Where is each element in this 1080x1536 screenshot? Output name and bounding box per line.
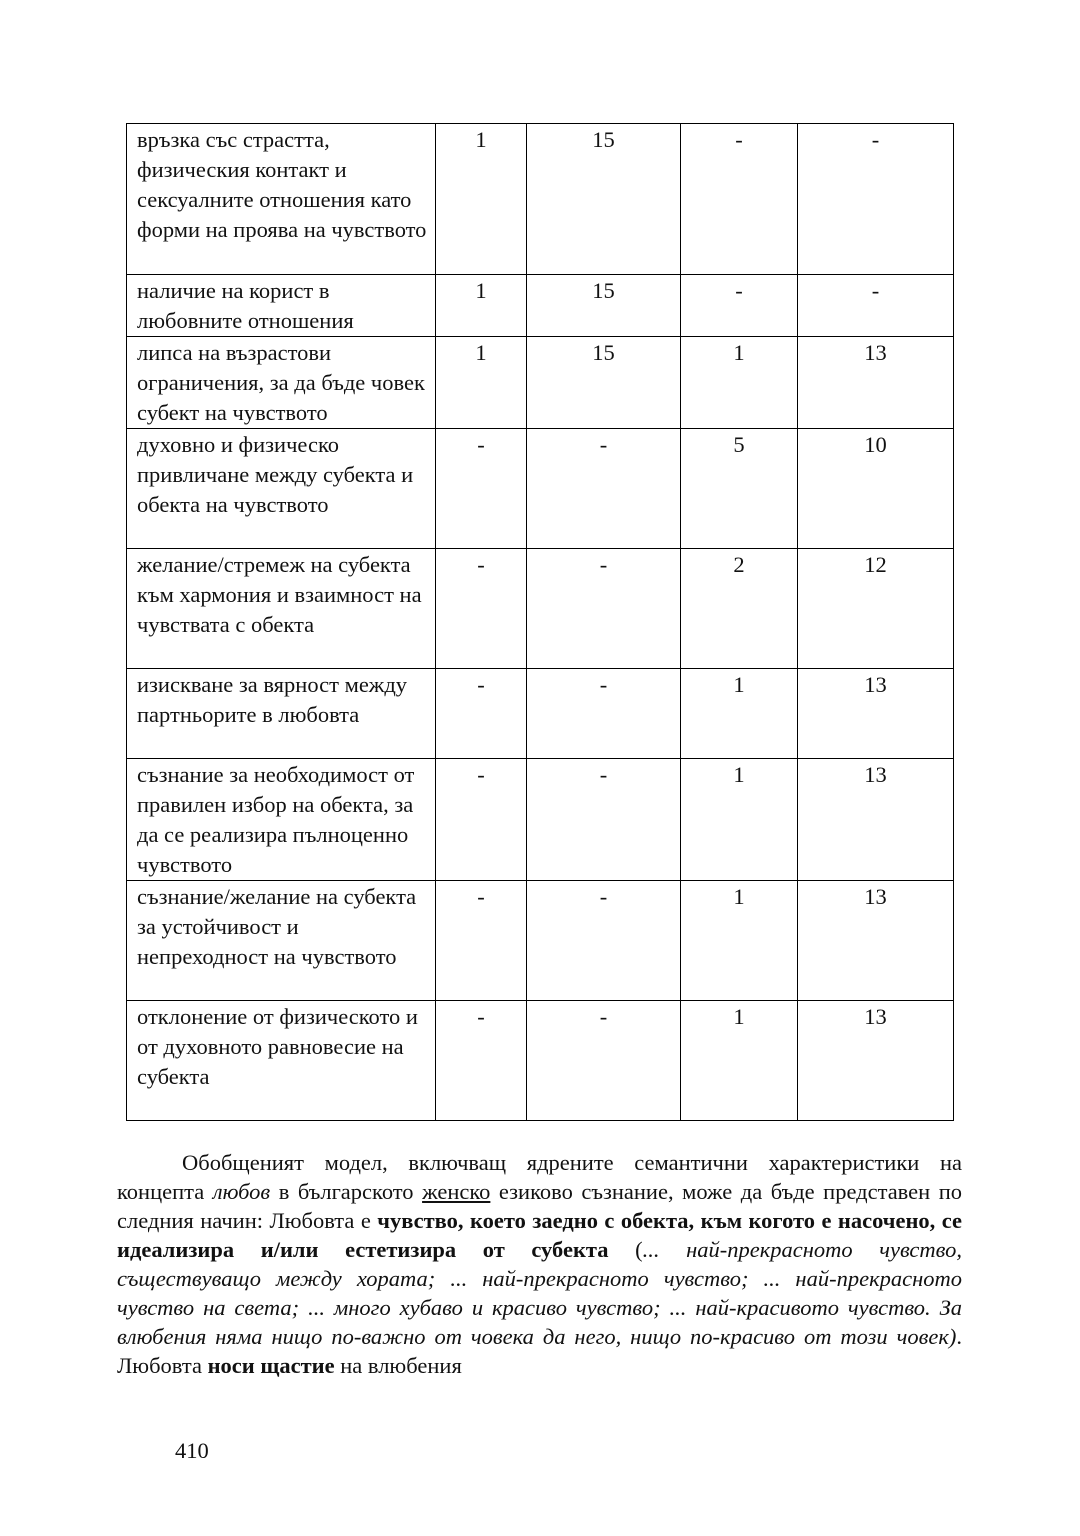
cell-value: -	[798, 275, 954, 337]
row-label: наличие на корист в любовните отношения	[127, 275, 436, 337]
cell-value: -	[527, 669, 681, 759]
cell-value: -	[681, 124, 798, 275]
table-row	[127, 275, 954, 337]
cell-value: 5	[681, 429, 798, 549]
cell-value: 1	[681, 759, 798, 881]
definition-bold: чувство, което заедно с обекта, към когото е насочено, се идеализира и/или естетизира от субекта	[117, 1208, 962, 1262]
cell-value: 13	[798, 669, 954, 759]
cell-value: 12	[798, 549, 954, 669]
cell-value: 13	[798, 881, 954, 1001]
cell-value: -	[527, 881, 681, 1001]
table-row	[127, 429, 954, 549]
row-label: желание/стремеж на субекта към хармония и взаимност на чувствата с обекта	[127, 549, 436, 669]
term-underlined: женско	[422, 1179, 491, 1204]
table-row	[127, 337, 954, 429]
cell-value: 15	[527, 337, 681, 429]
cell-value: -	[436, 429, 527, 549]
cell-value: 13	[798, 1001, 954, 1121]
row-label: връзка със страстта, физическия контакт и сексуалните отношения като форми на проява на чувството	[127, 124, 436, 275]
cell-value: 1	[436, 124, 527, 275]
table-row	[127, 881, 954, 1001]
cell-value: 13	[798, 337, 954, 429]
cell-value: 10	[798, 429, 954, 549]
cell-value: 1	[681, 1001, 798, 1121]
cell-value: -	[527, 759, 681, 881]
cell-value: -	[527, 1001, 681, 1121]
cell-value: -	[436, 759, 527, 881]
cell-value: -	[436, 669, 527, 759]
row-label: изискване за вярност между партньорите в любовта	[127, 669, 436, 759]
row-label: липса на възрастови ограничения, за да бъде човек субект на чувството	[127, 337, 436, 429]
cell-value: 2	[681, 549, 798, 669]
cell-value: -	[527, 429, 681, 549]
text-run: на влюбения	[334, 1353, 462, 1378]
data-table	[126, 123, 954, 1121]
cell-value: 1	[436, 275, 527, 337]
text-run: в българското	[270, 1179, 423, 1204]
text-run: езиково съзнание, може да бъде представен по следния начин: Любовта е	[117, 1179, 963, 1233]
text-run: (	[608, 1237, 643, 1262]
text-run: Обобщеният модел, включващ ядрените семантични характеристики на концепта	[117, 1150, 962, 1204]
cell-value: -	[681, 275, 798, 337]
table-row	[127, 1001, 954, 1121]
table-row	[127, 759, 954, 881]
row-label: съзнание/желание на субекта за устойчивост и непреходност на чувството	[127, 881, 436, 1001]
text-run: . Любовта	[117, 1324, 962, 1378]
body-paragraph	[117, 1148, 962, 1380]
cell-value: -	[527, 549, 681, 669]
cell-value: 1	[681, 337, 798, 429]
cell-value: -	[436, 1001, 527, 1121]
table-row	[127, 124, 954, 275]
cell-value: 15	[527, 275, 681, 337]
row-label: отклонение от физическото и от духовното равновесие на субекта	[127, 1001, 436, 1121]
cell-value: -	[436, 549, 527, 669]
cell-value: -	[436, 881, 527, 1001]
cell-value: 1	[681, 881, 798, 1001]
page-number: 410	[175, 1438, 209, 1463]
cell-value: 15	[527, 124, 681, 275]
cell-value: 13	[798, 759, 954, 881]
row-label: духовно и физическо привличане между субекта и обекта на чувството	[127, 429, 436, 549]
table-row	[127, 669, 954, 759]
row-label: съзнание за необходимост от правилен избор на обекта, за да се реализира пълноценно чувството	[127, 759, 436, 881]
examples-italic: ... най-прекрасното чувство, съществуващо между хората; ... най-прекрасното чувство; ... най-прекрасното чувство на света; ... много хубаво и красиво чувство; ... най-красивото чувство. За влюбения няма нищо по-важно от човека да него, нищо по-красиво от този човек)	[117, 1237, 962, 1349]
cell-value: 1	[436, 337, 527, 429]
cell-value: 1	[681, 669, 798, 759]
table-row	[127, 549, 954, 669]
emphasis-bold: носи щастие	[207, 1353, 335, 1378]
term-italic: любов	[212, 1179, 271, 1204]
cell-value: -	[798, 124, 954, 275]
